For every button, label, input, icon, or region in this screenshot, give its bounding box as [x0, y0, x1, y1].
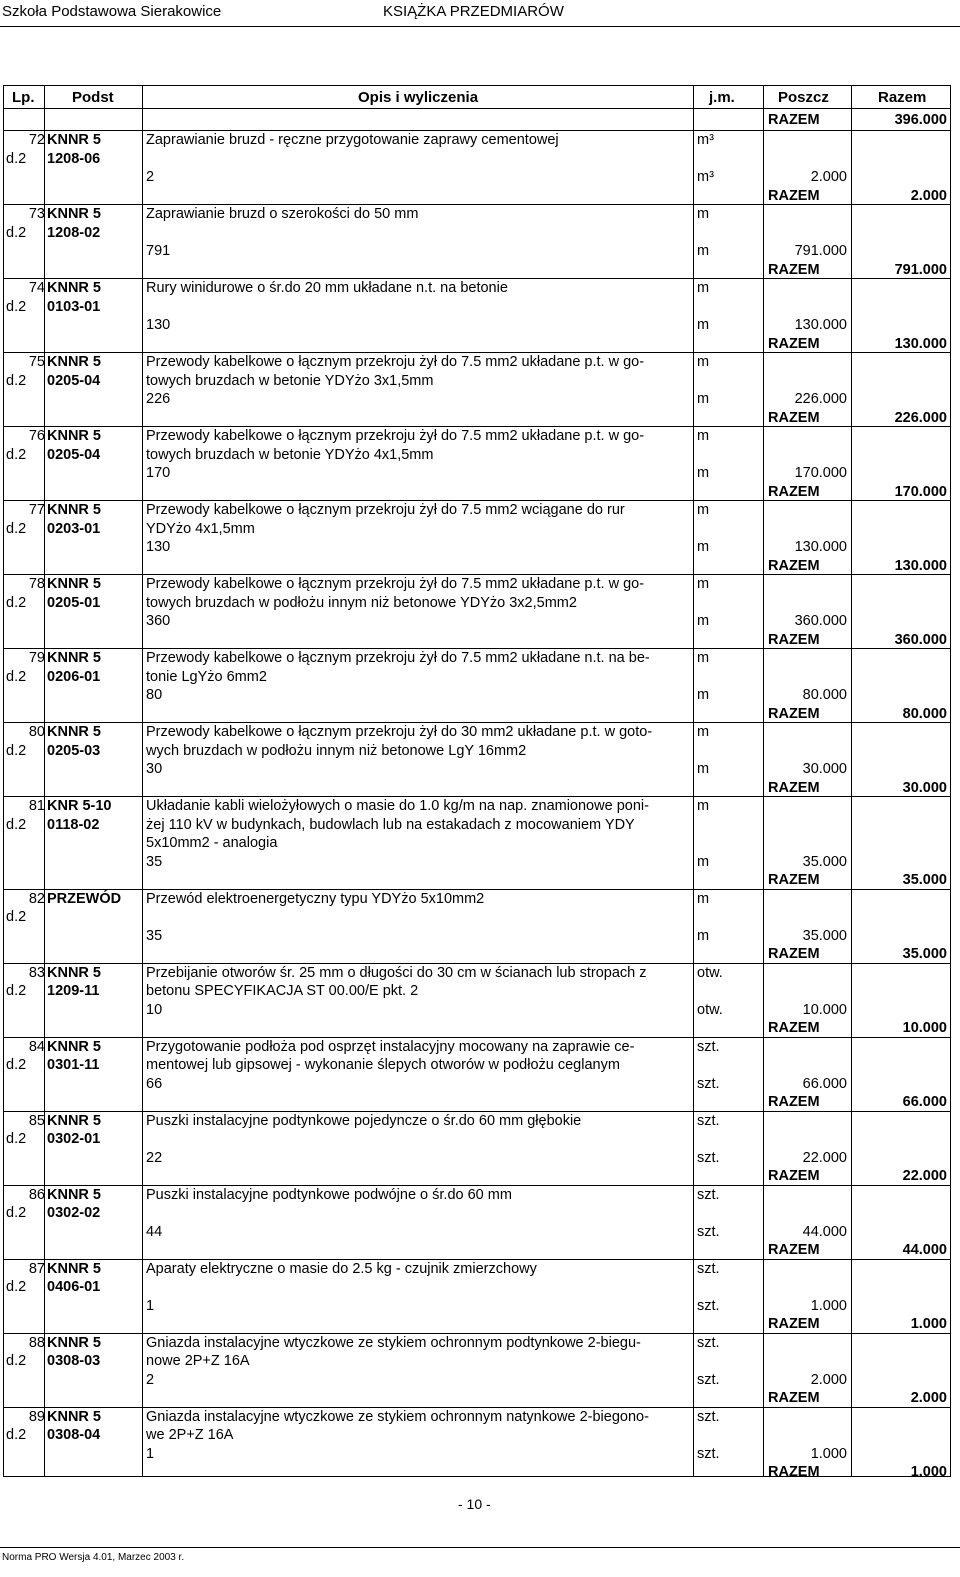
item-basis-code: KNNR 5	[47, 428, 101, 444]
item-total-label: RAZEM	[768, 335, 820, 352]
item-unit: m	[697, 650, 710, 666]
item-basis-number: 0406-01	[47, 1279, 101, 1295]
item-partial-value: 44.000	[802, 1223, 847, 1240]
item-unit: m	[697, 206, 710, 222]
carry-over-label: RAZEM	[768, 112, 820, 128]
item-number: 84	[28, 1038, 45, 1055]
item-calculation: 226	[146, 391, 171, 407]
item-total-label: RAZEM	[768, 1168, 820, 1184]
item-calculation: 10	[146, 1001, 163, 1018]
item-basis-code: KNNR 5	[47, 1112, 101, 1129]
item-description-line: Przewód elektroenergetyczny typu YDYżo 5x10mm2	[146, 890, 485, 907]
item-description-line: towych bruzdach w betonie YDYżo 4x1,5mm	[146, 446, 434, 463]
item-total-value: 2.000	[910, 187, 947, 204]
item-section: d.2	[6, 668, 27, 685]
item-calculation: 1	[146, 1297, 155, 1314]
item-total-label: RAZEM	[768, 1464, 820, 1480]
item-calculation-unit: m³	[697, 169, 714, 185]
item-description-line: Układanie kabli wielożyłowych o masie do 1.0 kg/m na nap. znamionowe poni-	[146, 798, 649, 814]
item-description-line: Puszki instalacyjne podtynkowe podwójne o śr.do 60 mm	[146, 1186, 512, 1203]
item-unit: m	[697, 890, 710, 907]
item-partial-value: 35.000	[802, 927, 847, 944]
item-calculation: 2	[146, 1371, 155, 1388]
item-basis-code: PRZEWÓD	[47, 890, 122, 907]
item-description-line: Gniazda instalacyjne wtyczkowe ze stykiem ochronnym natynkowe 2-biegono-	[146, 1408, 649, 1425]
page-number: - 10 -	[458, 1496, 491, 1512]
item-number: 82	[28, 890, 45, 907]
item-unit: szt.	[697, 1334, 720, 1351]
item-total-label: RAZEM	[768, 483, 820, 500]
item-total-value: 10.000	[902, 1020, 947, 1036]
item-description-line: we 2P+Z 16A	[146, 1427, 234, 1443]
item-partial-value: 2.000	[810, 169, 847, 185]
row-divider	[4, 1111, 950, 1112]
item-number: 86	[28, 1186, 45, 1203]
item-total-label: RAZEM	[768, 872, 820, 888]
item-calculation-unit: m	[697, 317, 710, 333]
item-calculation-unit: m	[697, 539, 710, 555]
item-basis-code: KNNR 5	[47, 1186, 101, 1203]
row-divider	[4, 1407, 950, 1408]
item-total-label: RAZEM	[768, 705, 820, 722]
item-number: 87	[28, 1260, 45, 1277]
item-total-value: 22.000	[902, 1168, 947, 1184]
item-total-value: 35.000	[902, 872, 947, 888]
item-basis-code: KNNR 5	[47, 650, 101, 666]
item-section: d.2	[6, 742, 27, 759]
item-partial-value: 30.000	[802, 761, 847, 777]
item-number: 72	[28, 132, 45, 148]
col-header-podst: Podst	[72, 89, 114, 106]
item-section: d.2	[6, 372, 27, 389]
item-description-line: 5x10mm2 - analogia	[146, 835, 278, 851]
item-unit: m	[697, 428, 710, 444]
item-number: 83	[28, 964, 45, 981]
item-basis-code: KNNR 5	[47, 280, 101, 296]
item-partial-value: 170.000	[794, 465, 847, 481]
item-calculation: 22	[146, 1149, 163, 1166]
item-calculation: 44	[146, 1223, 163, 1240]
item-total-label: RAZEM	[768, 946, 820, 962]
item-number: 73	[28, 206, 45, 222]
item-calculation-unit: m	[697, 761, 710, 777]
item-description-line: YDYżo 4x1,5mm	[146, 520, 255, 537]
row-divider	[4, 352, 950, 353]
row-divider	[4, 1037, 950, 1038]
item-basis-code: KNNR 5	[47, 724, 101, 740]
item-total-value: 30.000	[902, 779, 947, 796]
item-description-line: Zaprawianie bruzd - ręczne przygotowanie zaprawy cementowej	[146, 132, 559, 148]
item-calculation: 130	[146, 539, 171, 555]
item-basis-number: 1208-02	[47, 224, 101, 241]
item-section: d.2	[6, 816, 27, 833]
item-basis-code: KNNR 5	[47, 1334, 101, 1351]
item-total-value: 1.000	[910, 1316, 947, 1332]
column-divider	[142, 86, 143, 1476]
item-calculation-unit: m	[697, 613, 710, 629]
item-partial-value: 66.000	[802, 1075, 847, 1092]
estimate-table	[3, 85, 951, 1480]
item-total-label: RAZEM	[768, 261, 820, 278]
row-divider	[4, 1333, 950, 1334]
item-basis-number: 1209-11	[47, 983, 100, 999]
item-unit: szt.	[697, 1038, 720, 1055]
item-partial-value: 35.000	[802, 853, 847, 870]
item-calculation-unit: szt.	[697, 1075, 720, 1092]
item-section: d.2	[6, 150, 27, 167]
row-divider	[4, 574, 950, 575]
item-basis-number: 0308-04	[47, 1427, 101, 1443]
column-divider	[851, 86, 852, 1476]
item-calculation-unit: szt.	[697, 1297, 720, 1314]
item-calculation: 66	[146, 1075, 163, 1092]
item-description-line: Przewody kabelkowe o łącznym przekroju żył do 7.5 mm2 wciągane do rur	[146, 502, 625, 518]
item-section: d.2	[6, 1205, 27, 1221]
item-calculation-unit: szt.	[697, 1149, 720, 1166]
item-section: d.2	[6, 446, 27, 463]
item-basis-number: 0118-02	[47, 816, 100, 833]
row-divider	[4, 1185, 950, 1186]
item-calculation-unit: m	[697, 687, 710, 703]
item-total-value: 2.000	[910, 1390, 947, 1406]
item-description-line: Gniazda instalacyjne wtyczkowe ze stykiem ochronnym podtynkowe 2-biegu-	[146, 1334, 641, 1351]
item-basis-code: KNNR 5	[47, 206, 101, 222]
item-total-value: 80.000	[902, 705, 947, 722]
item-partial-value: 1.000	[810, 1297, 847, 1314]
item-calculation: 130	[146, 317, 171, 333]
footer-divider	[0, 1547, 960, 1548]
item-description-line: Puszki instalacyjne podtynkowe pojedyncze o śr.do 60 mm głębokie	[146, 1112, 582, 1129]
item-calculation: 30	[146, 761, 163, 777]
item-calculation: 2	[146, 169, 155, 185]
item-section: d.2	[6, 1427, 27, 1443]
item-basis-number: 0302-02	[47, 1205, 101, 1221]
row-divider	[4, 963, 950, 964]
item-partial-value: 130.000	[794, 317, 847, 333]
item-partial-value: 80.000	[802, 687, 847, 703]
item-calculation-unit: otw.	[697, 1001, 723, 1018]
item-calculation-unit: m	[697, 927, 710, 944]
item-description-line: towych bruzdach w podłożu innym niż betonowe YDYżo 3x2,5mm2	[146, 594, 577, 611]
item-section: d.2	[6, 983, 27, 999]
item-calculation: 360	[146, 613, 171, 629]
item-calculation: 170	[146, 465, 171, 481]
item-description-line: Przewody kabelkowe o łącznym przekroju żył do 7.5 mm2 układane p.t. w go-	[146, 354, 645, 370]
item-unit: m	[697, 798, 710, 814]
item-unit: szt.	[697, 1112, 720, 1129]
item-total-value: 170.000	[894, 483, 947, 500]
item-calculation-unit: szt.	[697, 1223, 720, 1240]
item-total-label: RAZEM	[768, 1094, 820, 1110]
item-total-label: RAZEM	[768, 1242, 820, 1258]
col-header-opis: Opis i wyliczenia	[358, 89, 479, 106]
item-total-label: RAZEM	[768, 409, 820, 426]
item-partial-value: 1.000	[810, 1445, 847, 1462]
item-total-value: 35.000	[902, 946, 947, 962]
item-total-value: 130.000	[894, 557, 947, 574]
item-unit: m	[697, 280, 710, 296]
item-section: d.2	[6, 909, 27, 925]
item-calculation: 80	[146, 687, 163, 703]
item-total-label: RAZEM	[768, 1390, 820, 1406]
item-section: d.2	[6, 224, 27, 241]
item-basis-number: 0103-01	[47, 298, 101, 315]
item-calculation-unit: m	[697, 391, 710, 407]
item-description-line: Przewody kabelkowe o łącznym przekroju żył do 30 mm2 układane p.t. w goto-	[146, 724, 653, 740]
col-header-lp: Lp.	[12, 89, 35, 106]
column-divider	[693, 86, 694, 1476]
item-description-line: wych bruzdach w podłożu innym niż betonowe LgY 16mm2	[146, 742, 527, 759]
item-total-value: 66.000	[902, 1094, 947, 1110]
item-total-value: 791.000	[894, 261, 947, 278]
item-basis-number: 0205-04	[47, 446, 101, 463]
item-section: d.2	[6, 1131, 27, 1147]
item-basis-code: KNNR 5	[47, 502, 101, 518]
item-description-line: Przygotowanie podłoża pod osprzęt instalacyjny mocowany na zaprawie ce-	[146, 1038, 635, 1055]
footer-software-version: Norma PRO Wersja 4.01, Marzec 2003 r.	[2, 1552, 185, 1563]
item-description-line: Przebijanie otworów śr. 25 mm o długości do 30 cm w ścianach lub stropach z	[146, 964, 647, 981]
col-header-poszcz: Poszcz	[778, 89, 829, 106]
item-description-line: Rury winidurowe o śr.do 20 mm układane n.t. na betonie	[146, 280, 508, 296]
item-calculation: 1	[146, 1445, 155, 1462]
item-description-line: tonie LgYżo 6mm2	[146, 668, 267, 685]
item-basis-code: KNNR 5	[47, 576, 101, 592]
row-divider	[4, 426, 950, 427]
item-unit: m	[697, 502, 710, 518]
item-section: d.2	[6, 298, 27, 315]
item-section: d.2	[6, 1279, 27, 1295]
item-calculation-unit: m	[697, 853, 710, 870]
row-divider	[4, 722, 950, 723]
item-total-label: RAZEM	[768, 779, 820, 796]
item-unit: szt.	[697, 1260, 720, 1277]
item-total-label: RAZEM	[768, 631, 820, 648]
item-total-label: RAZEM	[768, 557, 820, 574]
item-number: 80	[28, 724, 45, 740]
item-partial-value: 130.000	[794, 539, 847, 555]
item-unit: m	[697, 576, 710, 592]
item-partial-value: 22.000	[802, 1149, 847, 1166]
col-header-jm: j.m.	[709, 89, 735, 106]
item-description-line: mentowej lub gipsowej - wykonanie ślepych otworów w podłożu ceglanym	[146, 1057, 620, 1073]
row-divider	[4, 204, 950, 205]
item-description-line: Przewody kabelkowe o łącznym przekroju żył do 7.5 mm2 układane n.t. na be-	[146, 650, 650, 666]
item-section: d.2	[6, 1057, 27, 1073]
column-divider	[763, 86, 764, 1476]
item-description-line: Aparaty elektryczne o masie do 2.5 kg - czujnik zmierzchowy	[146, 1260, 537, 1277]
item-partial-value: 2.000	[810, 1371, 847, 1388]
item-basis-code: KNNR 5	[47, 964, 101, 981]
item-number: 75	[28, 354, 45, 370]
item-description-line: Zaprawianie bruzd o szerokości do 50 mm	[146, 206, 419, 222]
row-divider	[4, 889, 950, 890]
item-number: 78	[28, 576, 45, 592]
item-calculation-unit: m	[697, 243, 710, 259]
item-number: 81	[28, 798, 45, 814]
item-description-line: żej 110 kV w budynkach, budowlach lub na estakadach z mocowaniem YDY	[146, 816, 635, 833]
row-divider	[4, 796, 950, 797]
item-calculation: 35	[146, 927, 163, 944]
item-number: 88	[28, 1334, 45, 1351]
item-partial-value: 226.000	[794, 391, 847, 407]
row-divider	[4, 500, 950, 501]
item-total-label: RAZEM	[768, 187, 820, 204]
row-divider	[4, 278, 950, 279]
item-basis-number: 0205-04	[47, 372, 101, 389]
header-document-title: KSIĄŻKA PRZEDMIARÓW	[383, 3, 564, 20]
row-divider	[4, 648, 950, 649]
header-divider	[0, 26, 960, 27]
item-basis-code: KNR 5-10	[47, 798, 112, 814]
item-basis-number: 0308-03	[47, 1353, 101, 1369]
item-number: 77	[28, 502, 45, 518]
item-unit: m	[697, 354, 710, 370]
item-number: 79	[28, 650, 45, 666]
item-calculation: 35	[146, 853, 163, 870]
item-basis-code: KNNR 5	[47, 1408, 101, 1425]
item-partial-value: 791.000	[794, 243, 847, 259]
item-total-label: RAZEM	[768, 1020, 820, 1036]
row-divider	[4, 1259, 950, 1260]
item-partial-value: 10.000	[802, 1001, 847, 1018]
item-basis-number: 0205-01	[47, 594, 101, 611]
item-description-line: Przewody kabelkowe o łącznym przekroju żył do 7.5 mm2 układane p.t. w go-	[146, 576, 645, 592]
item-description-line: betonu SPECYFIKACJA ST 00.00/E pkt. 2	[146, 983, 419, 999]
item-basis-number: 0206-01	[47, 668, 101, 685]
item-basis-code: KNNR 5	[47, 132, 101, 148]
item-number: 74	[28, 280, 45, 296]
item-number: 89	[28, 1408, 45, 1425]
item-total-value: 44.000	[902, 1242, 947, 1258]
item-number: 85	[28, 1112, 45, 1129]
item-basis-code: KNNR 5	[47, 354, 101, 370]
header-row-divider	[4, 108, 950, 109]
col-header-razem: Razem	[878, 89, 927, 106]
item-basis-number: 0302-01	[47, 1131, 101, 1147]
item-basis-number: 0203-01	[47, 520, 101, 537]
item-section: d.2	[6, 594, 27, 611]
item-basis-number: 0301-11	[47, 1057, 100, 1073]
carry-over-value: 396.000	[894, 112, 947, 128]
item-unit: m	[697, 724, 710, 740]
item-total-value: 130.000	[894, 335, 947, 352]
item-basis-code: KNNR 5	[47, 1038, 101, 1055]
item-unit: otw.	[697, 964, 723, 981]
item-calculation-unit: m	[697, 465, 710, 481]
item-calculation-unit: szt.	[697, 1445, 720, 1462]
item-total-value: 360.000	[894, 631, 947, 648]
header-school-name: Szkoła Podstawowa Sierakowice	[2, 3, 222, 20]
item-number: 76	[28, 428, 45, 444]
item-basis-number: 0205-03	[47, 742, 101, 759]
item-calculation: 791	[146, 243, 171, 259]
item-description-line: nowe 2P+Z 16A	[146, 1353, 250, 1369]
item-calculation-unit: szt.	[697, 1371, 720, 1388]
item-basis-number: 1208-06	[47, 150, 101, 167]
item-partial-value: 360.000	[794, 613, 847, 629]
item-unit: szt.	[697, 1186, 720, 1203]
item-unit: szt.	[697, 1408, 720, 1425]
item-total-value: 226.000	[894, 409, 947, 426]
item-section: d.2	[6, 520, 27, 537]
item-basis-code: KNNR 5	[47, 1260, 101, 1277]
item-description-line: Przewody kabelkowe o łącznym przekroju żył do 7.5 mm2 układane p.t. w go-	[146, 428, 645, 444]
item-description-line: towych bruzdach w betonie YDYżo 3x1,5mm	[146, 372, 434, 389]
item-total-value: 1.000	[910, 1464, 947, 1480]
item-total-label: RAZEM	[768, 1316, 820, 1332]
item-unit: m³	[697, 132, 714, 148]
item-section: d.2	[6, 1353, 27, 1369]
